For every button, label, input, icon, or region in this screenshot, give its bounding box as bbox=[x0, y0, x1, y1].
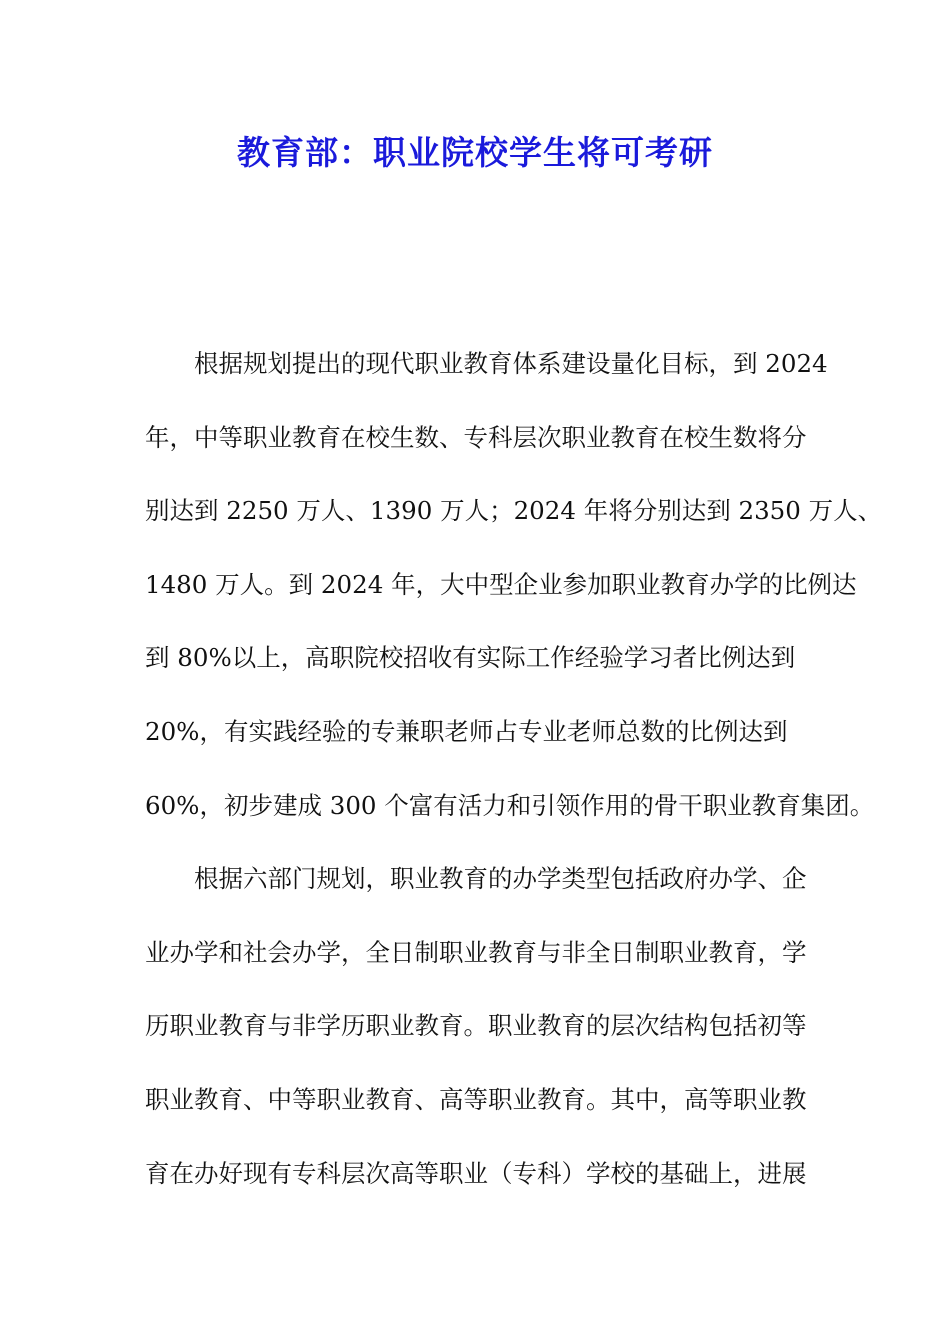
paragraph-line: 别达到 2250 万人、1390 万人；2024 年将分别达到 2350 万人、 bbox=[145, 496, 883, 526]
paragraph-line: 历职业教育与非学历职业教育。职业教育的层次结构包括初等 bbox=[145, 1011, 807, 1041]
paragraph-line: 20%，有实践经验的专兼职老师占专业老师总数的比例达到 bbox=[145, 716, 788, 746]
paragraph-line: 到 80%以上，高职院校招收有实际工作经验学习者比例达到 bbox=[145, 643, 796, 673]
paragraph-line: 根据六部门规划，职业教育的办学类型包括政府办学、企 bbox=[194, 864, 807, 894]
paragraph-line: 职业教育、中等职业教育、高等职业教育。其中，高等职业教 bbox=[145, 1084, 807, 1114]
paragraph-line: 业办学和社会办学，全日制职业教育与非全日制职业教育，学 bbox=[145, 937, 807, 967]
paragraph-line: 60%，初步建成 300 个富有活力和引领作用的骨干职业教育集团。 bbox=[145, 790, 875, 820]
paragraph-1 bbox=[145, 334, 883, 849]
document-title: 教育部：职业院校学生将可考研 bbox=[237, 133, 713, 172]
paragraph-line: 根据规划提出的现代职业教育体系建设量化目标，到 2024 bbox=[194, 349, 828, 378]
paragraph-line: 年，中等职业教育在校生数、专科层次职业教育在校生数将分 bbox=[145, 422, 807, 452]
document-body bbox=[145, 334, 883, 1217]
paragraph-line: 1480 万人。到 2024 年，大中型企业参加职业教育办学的比例达 bbox=[145, 569, 857, 599]
paragraph-2 bbox=[145, 849, 813, 1217]
paragraph-line: 育在办好现有专科层次高等职业（专科）学校的基础上，进展 bbox=[145, 1158, 807, 1188]
